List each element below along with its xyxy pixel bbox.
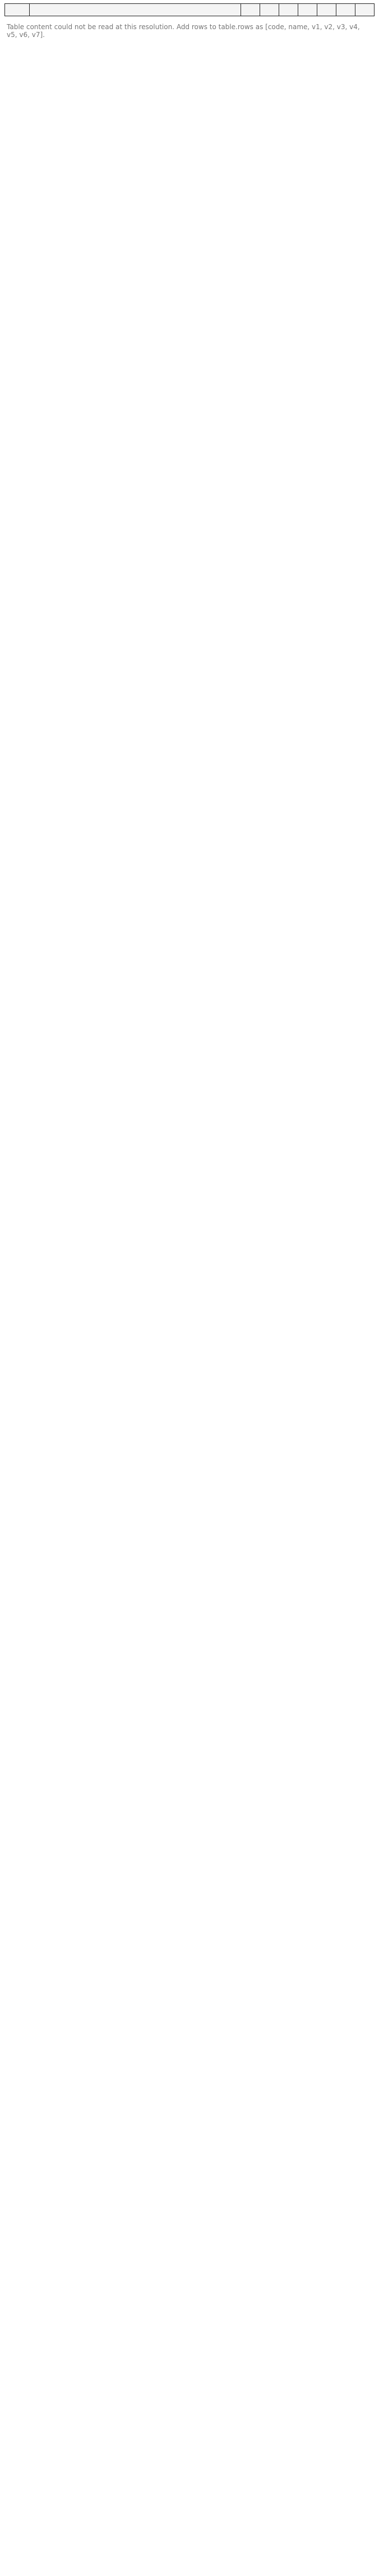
- column-header: [355, 4, 375, 16]
- column-header: [241, 4, 260, 16]
- table-header: [5, 4, 375, 16]
- column-header: [336, 4, 355, 16]
- column-header: [279, 4, 298, 16]
- column-header: [298, 4, 317, 16]
- column-header: [30, 4, 241, 16]
- score-sheet: [0, 0, 379, 60]
- column-header: [260, 4, 279, 16]
- score-table: [4, 3, 375, 16]
- column-header: [317, 4, 336, 16]
- empty-table-note: Table content could not be read at this resolution. Add rows to table.rows as [code, name, v1, v2, v3, v4, v5, v6, v7].: [7, 23, 360, 39]
- column-header: [5, 4, 30, 16]
